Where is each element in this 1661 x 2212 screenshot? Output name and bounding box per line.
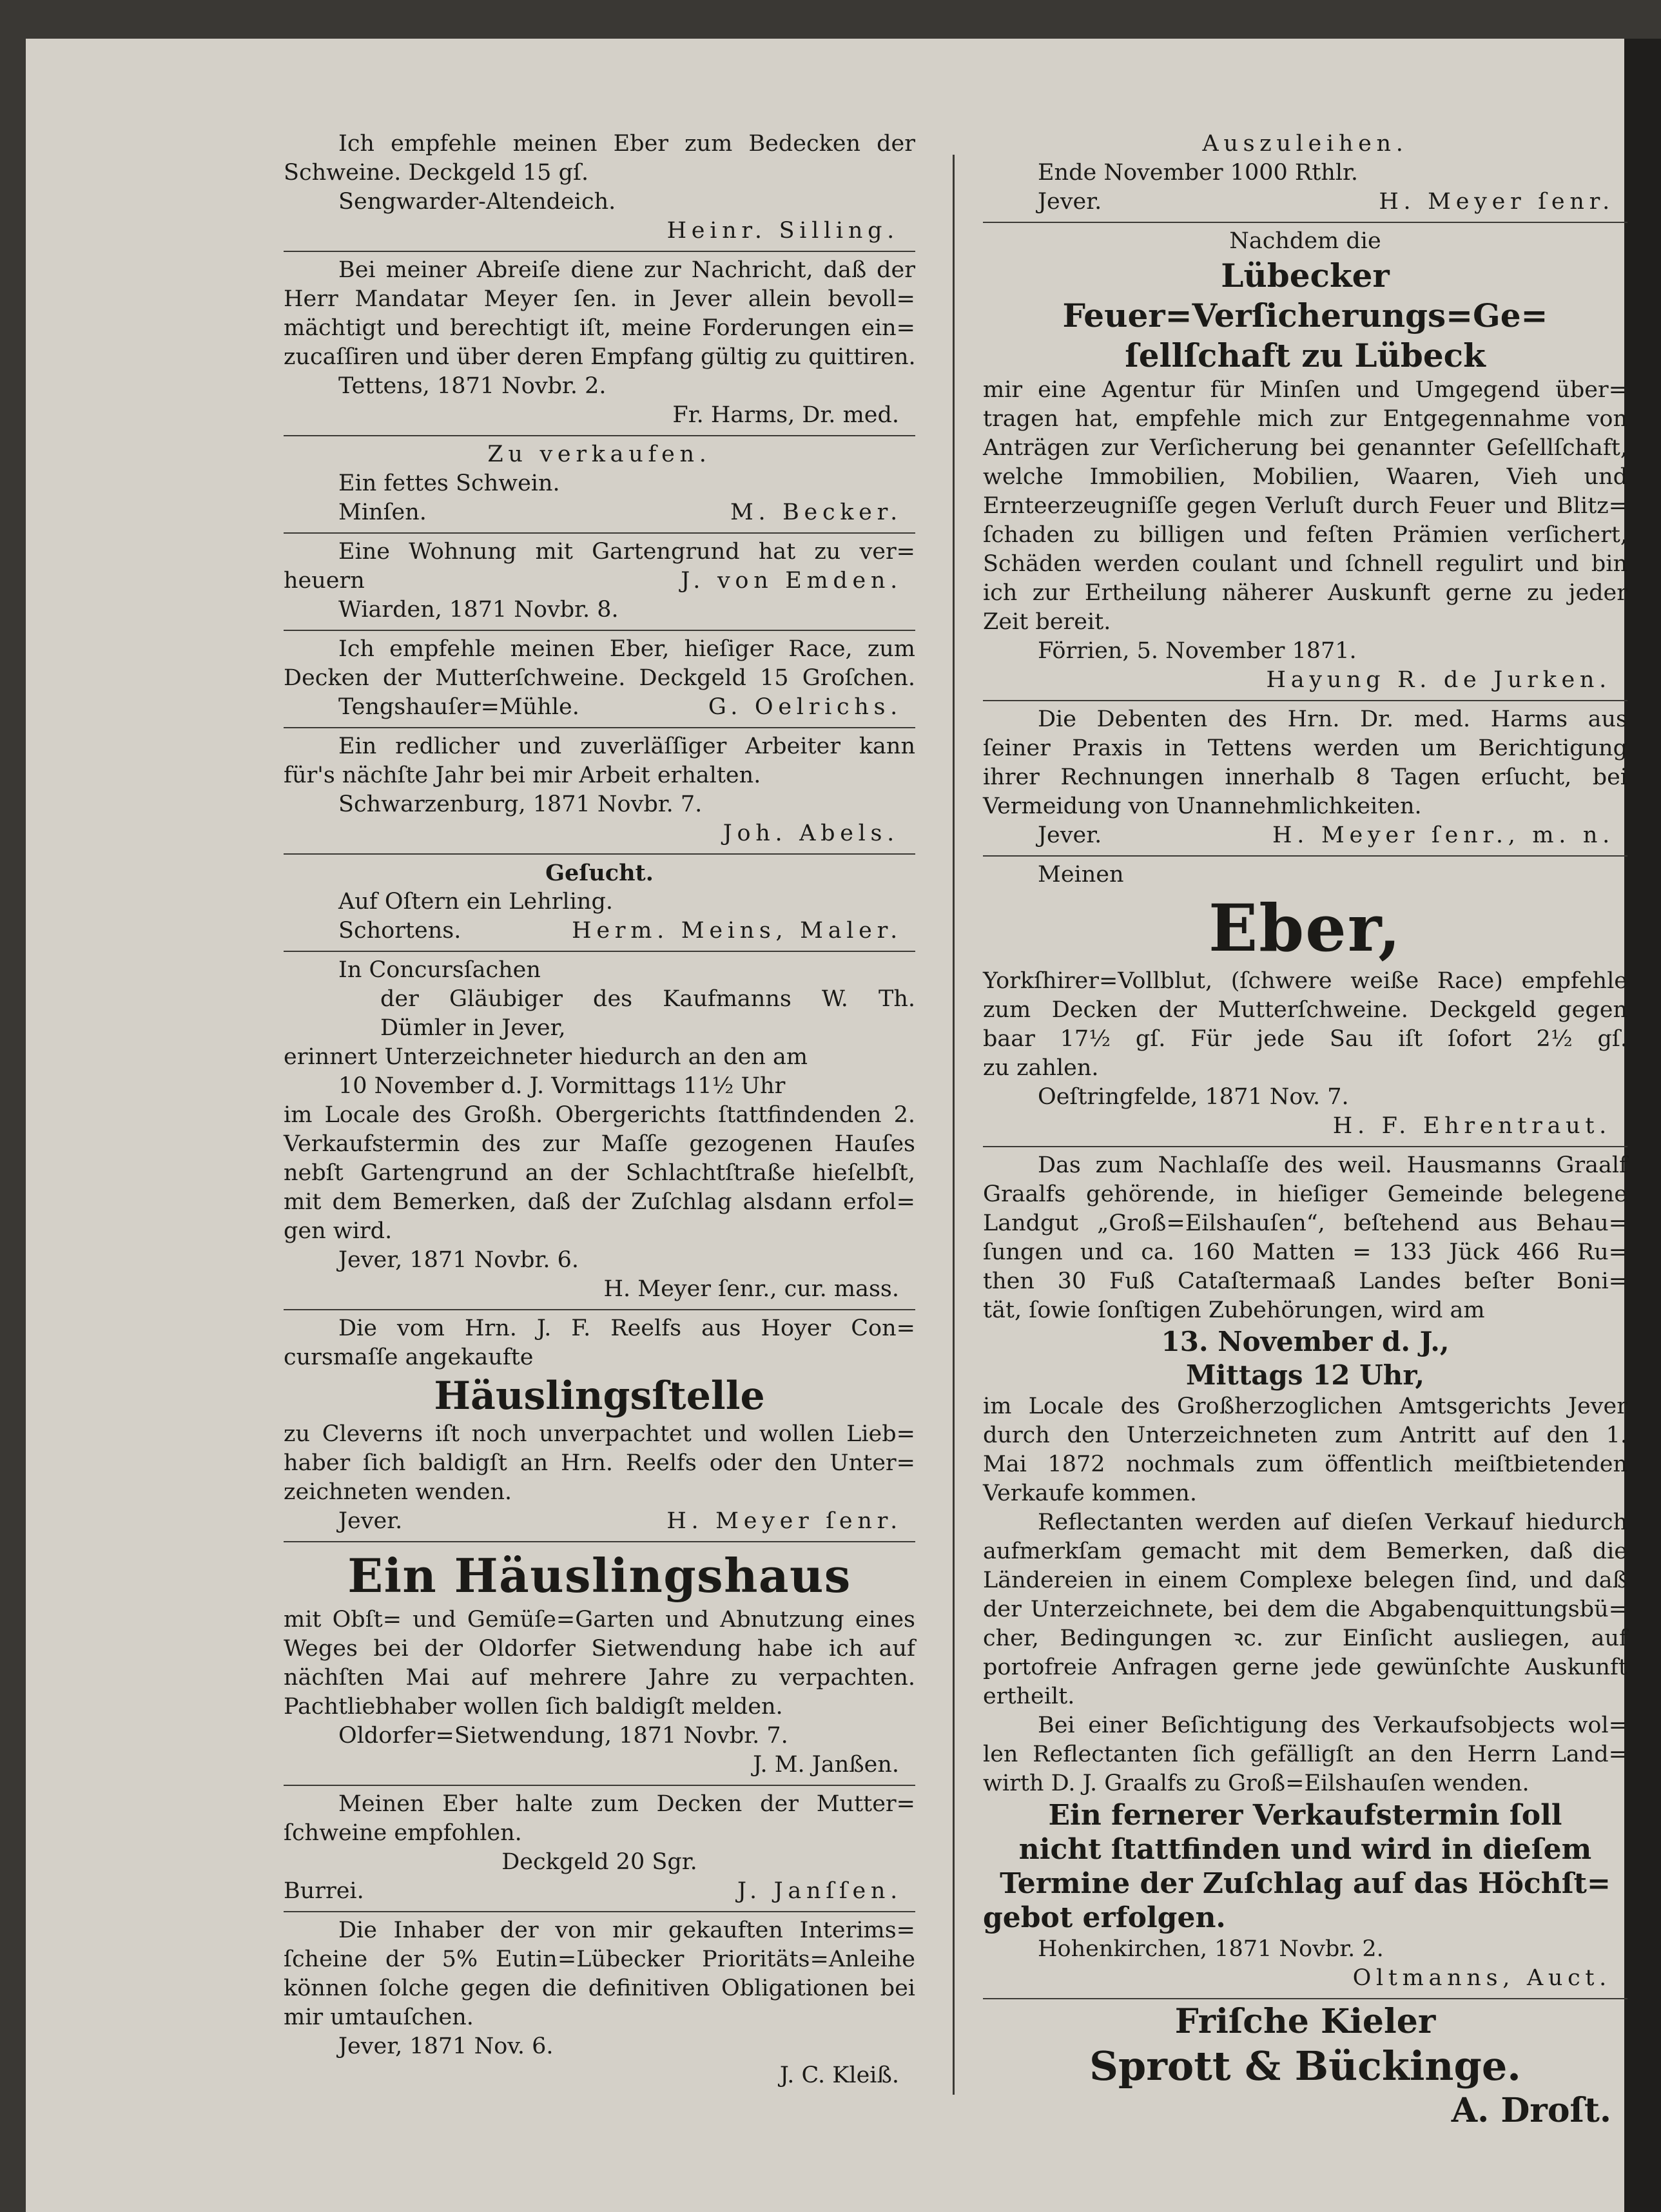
- ad-date: Tettens, 1871 Novbr. 2.: [338, 373, 607, 399]
- ad-title: Ein Häuslingshaus: [347, 1548, 851, 1603]
- ad-eber-oelrichs: [284, 631, 915, 728]
- ad-text-line: Ein fettes Schwein.: [338, 471, 560, 496]
- ad-signature: H. Meyer ſenr., cur. mass.: [603, 1276, 899, 1302]
- ad-apartment-rent: [284, 534, 915, 631]
- ad-auszuleihen: [983, 126, 1627, 223]
- left-column: [284, 126, 915, 2095]
- ad-text-line: Die Debenten des Hrn. Dr. med. Harms aus: [1038, 706, 1627, 732]
- ad-heading: Zu verkaufen.: [487, 441, 712, 467]
- ad-title: Lübecker Feuer=Verſicherungs=Ge=: [1062, 257, 1548, 335]
- ad-concurs-duemler: [284, 952, 915, 1310]
- ad-text-line: ſchaden zu billigen und feſten Prämien verſichert,: [983, 522, 1627, 548]
- ad-text-line: wirth D. J. Graalfs zu Groß=Eilshauſen wenden.: [983, 1771, 1530, 1796]
- ad-date: Jever, 1871 Novbr. 6.: [338, 1247, 579, 1273]
- ad-signature: Hayung R. de Jurken.: [1266, 667, 1611, 693]
- ad-text-line: Ländereien in einem Complexe belegen ſind, und daß: [983, 1567, 1627, 1593]
- ad-signature: J. C. Kleiß.: [779, 2062, 899, 2088]
- ad-text-line: nächſten Mai auf mehrere Jahre zu verpachten.: [284, 1665, 915, 1691]
- ad-signature: Joh. Abels.: [723, 820, 899, 846]
- ad-text-line: Verkaufstermin des zur Maſſe gezogenen Hauſes: [284, 1131, 915, 1157]
- ad-debenten-harms: [983, 701, 1627, 857]
- ad-text-line: Anträgen zur Verſicherung bei genannter Geſellſchaft,: [983, 435, 1627, 461]
- ad-text-line: haber ſich baldigſt an Hrn. Reelfs oder den Unter=: [284, 1450, 915, 1476]
- ad-text-line: Die Inhaber der von mir gekauften Interims=: [338, 1917, 915, 1943]
- ad-text-line: nebſt Gartengrund an der Schlachtſtraße hieſelbſt,: [284, 1160, 915, 1186]
- ad-signature: A. Droſt.: [1451, 2091, 1611, 2130]
- ad-text-line: Pachtliebhaber wollen ſich baldigſt melden.: [284, 1694, 783, 1720]
- ad-text-line: mächtigt und berechtigt iſt, meine Forderungen ein=: [284, 315, 915, 341]
- ad-text-line: Auf Oſtern ein Lehrling.: [338, 889, 613, 915]
- ad-text-line: Ende November 1000 Rthlr.: [1038, 160, 1359, 186]
- ad-text-line: Schäden werden coulant und ſchnell regulirt und bin: [983, 551, 1627, 577]
- ad-text-line: durch den Unterzeichneten zum Antritt auf den 1.: [983, 1422, 1627, 1448]
- ad-text-line: Vermeidung von Unannehmlichkeiten.: [983, 793, 1422, 819]
- ad-signature: H. Meyer ſenr.: [1379, 189, 1615, 215]
- ad-text-line: Landgut „Groß=Eilshauſen“, beſtehend aus Behau=: [983, 1210, 1627, 1236]
- book-binding: [1624, 39, 1661, 2212]
- ad-text-line: Decken der Mutterſchweine. Deckgeld 15 Groſchen.: [284, 665, 915, 691]
- ad-date: Oldorfer=Sietwendung, 1871 Novbr. 7.: [338, 1723, 788, 1749]
- ad-text-line: Weges bei der Oldorfer Sietwendung habe ich auf: [284, 1636, 915, 1662]
- ad-text-line: Bei meiner Abreiſe diene zur Nachricht, daß der: [338, 257, 915, 283]
- ad-signature: Herm. Meins, Maler.: [572, 918, 902, 944]
- ad-signature: G. Oelrichs.: [708, 694, 902, 720]
- ad-text-line: Graalfs gehörende, in hieſiger Gemeinde belegene: [983, 1181, 1627, 1207]
- ad-text-line: Bei einer Beſichtigung des Verkaufsobjects wol=: [1038, 1712, 1627, 1738]
- ad-signature: H. F. Ehrentraut.: [1332, 1113, 1611, 1139]
- ad-date: Hohenkirchen, 1871 Novbr. 2.: [1038, 1936, 1384, 1962]
- ad-text-line: zucaſſiren und über deren Empfang gültig zu quittiren.: [284, 344, 916, 370]
- ad-text-line: ich zur Ertheilung näherer Auskunft gerne zu jeder: [983, 580, 1627, 606]
- ad-eber-silling: [284, 126, 915, 252]
- ad-text-line: Meinen Eber halte zum Decken der Mutter=: [338, 1791, 915, 1817]
- ad-text-line: 10 November d. J. Vormittags 11½ Uhr: [338, 1073, 786, 1099]
- ad-fee: Deckgeld 20 Sgr.: [501, 1849, 697, 1875]
- ad-place: Schortens.: [338, 918, 461, 944]
- ad-text-line: mit dem Bemerken, daß der Zuſchlag alsdann erfol=: [284, 1189, 915, 1215]
- ad-text-line: mir eine Agentur für Minſen und Umgegend über=: [983, 377, 1627, 403]
- ad-date: Wiarden, 1871 Novbr. 8.: [338, 597, 619, 623]
- ad-text-line: Mai 1872 nochmals zum öffentlich meiſtbietenden: [983, 1451, 1627, 1477]
- ad-text-line: heuern: [284, 568, 365, 594]
- ad-haeuslingshaus: [284, 1542, 915, 1786]
- ad-text-line: Yorkſhirer=Vollblut, (ſchwere weiße Race) empfehle: [983, 968, 1627, 994]
- ad-text-line: ſeiner Praxis in Tettens werden um Berichtigung: [983, 735, 1627, 761]
- ad-apprentice-wanted: [284, 855, 915, 952]
- ad-place: Burrei.: [284, 1878, 364, 1904]
- ad-text-line: im Locale des Großh. Obergerichts ſtattfindenden 2.: [284, 1102, 915, 1128]
- ad-text-line: Schweine. Deckgeld 15 gſ.: [284, 160, 589, 186]
- ad-text-line: tragen hat, empfehle mich zur Entgegennahme von: [983, 406, 1627, 432]
- ad-text-line: len Reflectanten ſich gefälligſt an den Herrn Land=: [983, 1741, 1627, 1767]
- ad-text-line: im Locale des Großherzoglichen Amtsgerichts Jever: [983, 1393, 1627, 1419]
- ad-place: Sengwarder-Altendeich.: [338, 189, 616, 215]
- ad-place: Minſen.: [338, 500, 427, 525]
- ad-harms-departure: [284, 252, 915, 436]
- ad-text-line: Ernteerzeugniſſe gegen Verluſt durch Feuer und Blitz=: [983, 493, 1627, 519]
- ad-text-line: Ein redlicher und zuverläſſiger Arbeiter kann: [338, 733, 915, 759]
- ad-landgut-auction: [983, 1147, 1627, 1999]
- ad-eber-ehrentraut: [983, 857, 1627, 1147]
- ad-signature: M. Becker.: [730, 500, 902, 525]
- ad-signature: J. von Emden.: [681, 568, 902, 594]
- auction-date: 13. November d. J.,: [1161, 1326, 1450, 1357]
- ad-text-line: der Gläubiger des Kaufmanns W. Th.: [380, 986, 915, 1012]
- ad-bold-notice: nicht ſtattfinden und wird in dieſem: [1018, 1833, 1592, 1866]
- ad-signature: J. M. Janßen.: [753, 1752, 899, 1778]
- ad-text-line: Zeit bereit.: [983, 609, 1111, 635]
- ad-text-line: ſungen und ca. 160 Matten = 133 Jück 466 Ru=: [983, 1239, 1627, 1265]
- ad-signature: H. Meyer ſenr., m. n.: [1272, 822, 1615, 848]
- ad-text-line: erinnert Unterzeichneter hiedurch an den am: [284, 1044, 808, 1070]
- ad-title: Friſche Kieler: [1174, 2002, 1436, 2041]
- ad-text-line: cher, Bedingungen ꝛc. zur Einſicht ausliegen, auf: [983, 1625, 1627, 1651]
- ad-date: Förrien, 5. November 1871.: [1038, 638, 1357, 664]
- ad-text-line: für's nächſte Jahr bei mir Arbeit erhalten.: [284, 762, 761, 788]
- ad-text-line: ſchweine empfohlen.: [284, 1820, 522, 1846]
- ad-date: Schwarzenburg, 1871 Novbr. 7.: [338, 791, 703, 817]
- ad-text-line: aufmerkſam gemacht mit dem Bemerken, daß die: [983, 1538, 1627, 1564]
- ad-worker-wanted: [284, 728, 915, 855]
- ad-text-line: portofreie Anfragen gerne jede gewünſchte Auskunft: [983, 1654, 1627, 1680]
- ad-date: Oeſtringfelde, 1871 Nov. 7.: [1038, 1084, 1349, 1110]
- ad-signature: Fr. Harms, Dr. med.: [672, 402, 899, 428]
- ad-luebecker-insurance: [983, 223, 1627, 701]
- ad-place: Jever.: [1038, 189, 1102, 215]
- ad-text-line: Reflectanten werden auf dieſen Verkauf hiedurch: [1038, 1509, 1627, 1535]
- ad-text-line: zum Decken der Mutterſchweine. Deckgeld gegen: [983, 997, 1627, 1023]
- ad-text-line: cursmaſſe angekaufte: [284, 1344, 534, 1370]
- ad-text-line: Die vom Hrn. J. F. Reelfs aus Hoyer Con=: [338, 1315, 915, 1341]
- ad-title: Eber,: [1209, 890, 1402, 966]
- ad-eber-janssen: [284, 1786, 915, 1912]
- ad-text-line: Ich empfehle meinen Eber zum Bedecken der: [338, 131, 915, 157]
- ad-title: Sprott & Bückinge.: [1089, 2042, 1521, 2090]
- ad-text-line: Eine Wohnung mit Gartengrund hat zu ver=: [338, 539, 915, 565]
- ad-haeuslingsstelle: [284, 1310, 915, 1542]
- ad-place: Jever.: [1038, 822, 1102, 848]
- ad-text-line: Dümler in Jever,: [380, 1015, 566, 1041]
- ad-date: Jever, 1871 Nov. 6.: [338, 2033, 554, 2059]
- ad-title: ſellſchaft zu Lübeck: [1125, 336, 1486, 374]
- ad-text-line: zeichneten wenden.: [284, 1479, 512, 1505]
- ad-kieler-sprott: [983, 1999, 1627, 2135]
- ad-text-line: gen wird.: [284, 1218, 393, 1244]
- ad-text-line: ſcheine der 5% Eutin=Lübecker Prioritäts=Anleihe: [284, 1946, 915, 1972]
- ad-text-line: then 30 Fuß Cataſtermaaß Landes beſter Boni=: [983, 1268, 1627, 1294]
- ad-bold-notice: gebot erfolgen.: [983, 1901, 1226, 1934]
- ad-text-line: Verkaufe kommen.: [983, 1480, 1197, 1506]
- ad-text-line: ertheilt.: [983, 1683, 1075, 1709]
- ad-text-line: Meinen: [1038, 862, 1124, 888]
- ad-text-line: ihrer Rechnungen innerhalb 8 Tagen erſucht, bei: [983, 764, 1627, 790]
- ad-text-line: Ich empfehle meinen Eber, hieſiger Race, zum: [338, 636, 915, 662]
- ad-signature: H. Meyer ſenr.: [666, 1508, 902, 1534]
- ad-text-line: Das zum Nachlaſſe des weil. Hausmanns Graalf: [1038, 1152, 1627, 1178]
- ad-place: Tengshauſer=Mühle.: [338, 694, 579, 720]
- right-column: [983, 126, 1627, 2135]
- ad-signature: Heinr. Silling.: [666, 218, 899, 244]
- ad-text-line: Herr Mandatar Meyer ſen. in Jever allein bevoll=: [284, 286, 915, 312]
- ad-text-line: tät, ſowie ſonſtigen Zubehörungen, wird am: [983, 1297, 1485, 1323]
- ad-place: Jever.: [338, 1508, 403, 1534]
- ad-bold-notice: Ein fernerer Verkaufstermin ſoll: [1048, 1799, 1562, 1832]
- ad-text-line: welche Immobilien, Mobilien, Waaren, Vieh und: [983, 464, 1627, 490]
- ad-title: Häuslingsſtelle: [434, 1373, 765, 1419]
- ad-text-line: können ſolche gegen die definitiven Obligationen bei: [284, 1975, 915, 2001]
- ad-text-line: mit Obſt= und Gemüſe=Garten und Abnutzung eines: [284, 1607, 915, 1633]
- ad-text-line: In Concursſachen: [338, 957, 541, 983]
- ad-interimsscheine: [284, 1912, 915, 2095]
- ad-text-line: zu zahlen.: [983, 1055, 1099, 1081]
- ad-text-line: baar 17½ gſ. Für jede Sau iſt ſofort 2½ gſ.: [983, 1026, 1627, 1052]
- ad-heading: Geſucht.: [545, 860, 654, 886]
- ad-text-line: mir umtauſchen.: [284, 2004, 474, 2030]
- ad-text-line: Nachdem die: [1229, 228, 1381, 254]
- column-divider: [953, 155, 955, 2095]
- ad-signature: J. Janſſen.: [737, 1878, 902, 1904]
- auction-time: Mittags 12 Uhr,: [1185, 1359, 1425, 1391]
- ad-text-line: zu Cleverns iſt noch unverpachtet und wollen Lieb=: [284, 1421, 915, 1447]
- ad-pig-for-sale: [284, 436, 915, 534]
- ad-text-line: der Unterzeichnete, bei dem die Abgabenquittungsbü=: [983, 1596, 1627, 1622]
- ad-signature: Oltmanns, Auct.: [1352, 1965, 1611, 1991]
- ad-bold-notice: Termine der Zuſchlag auf das Höchſt=: [1000, 1867, 1611, 1900]
- ad-heading: Auszuleihen.: [1202, 131, 1408, 157]
